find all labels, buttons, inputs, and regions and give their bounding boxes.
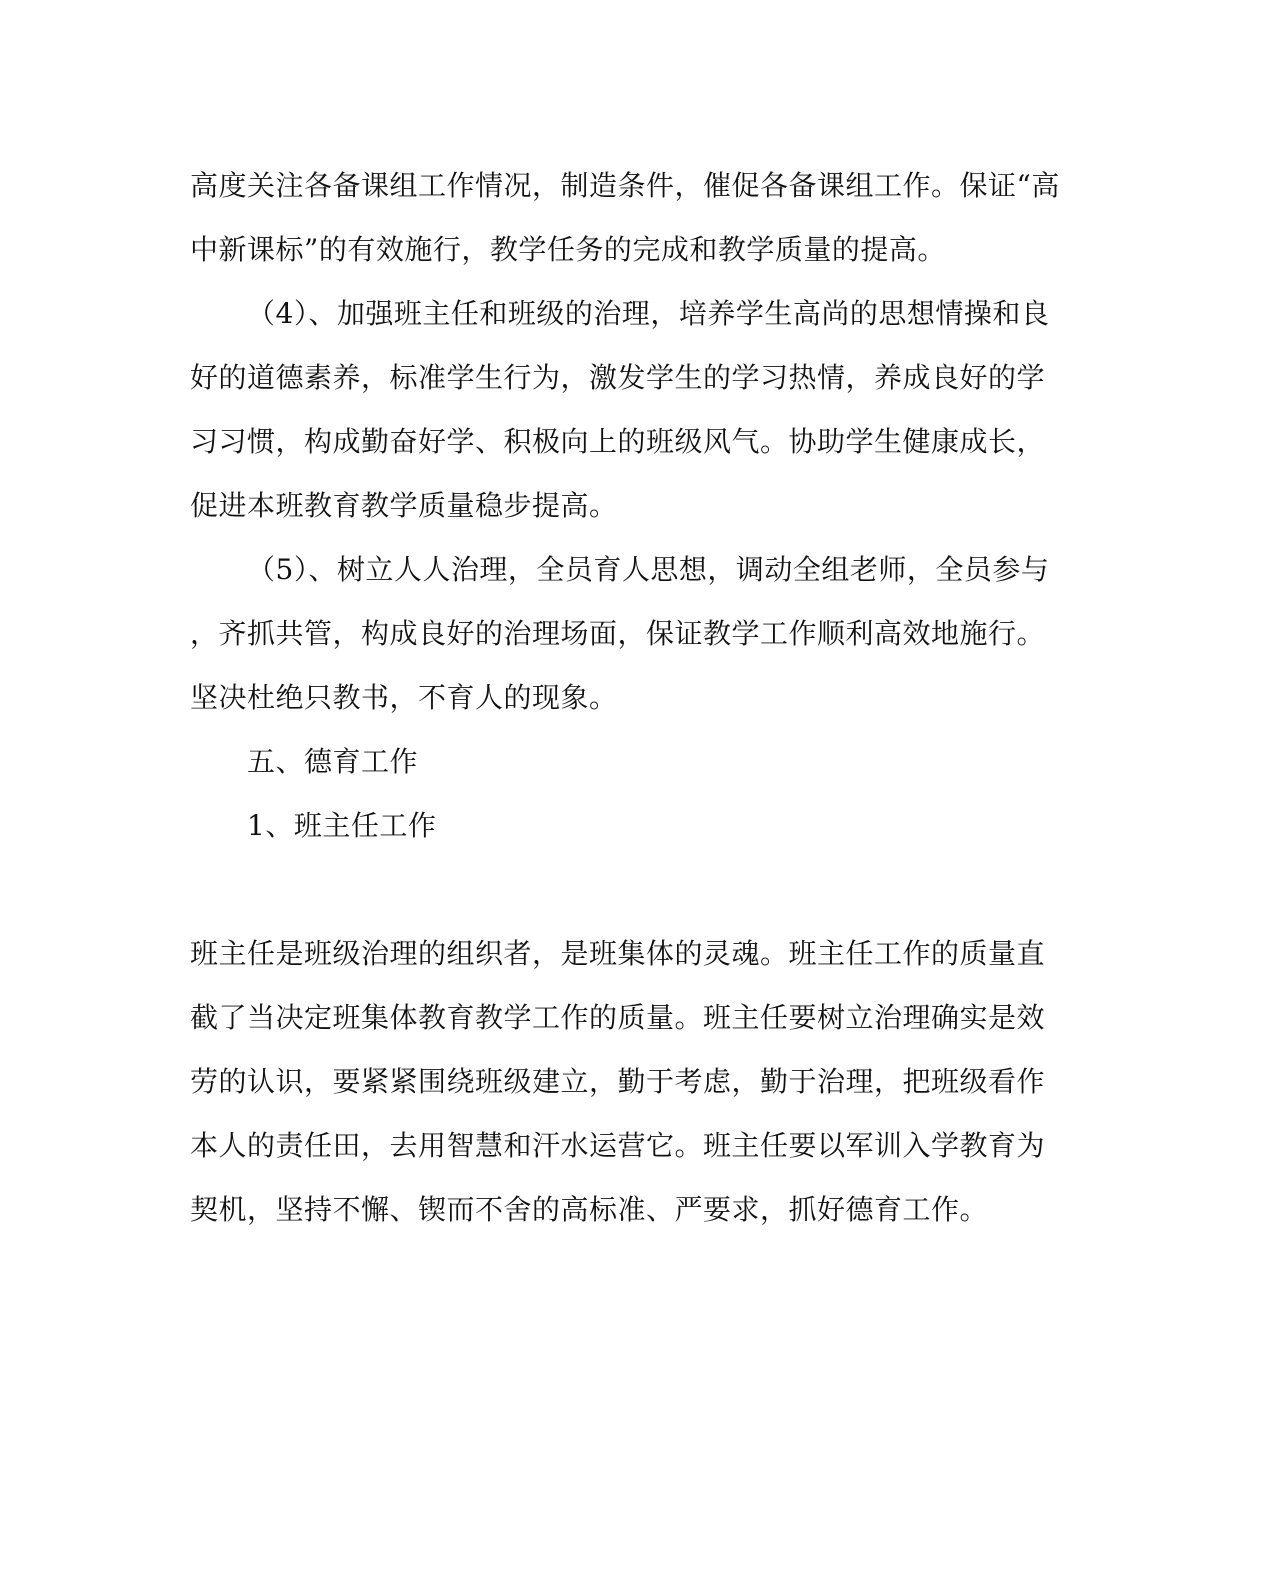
- paragraph-line: 劳的认识，要紧紧围绕班级建立，勤于考虑，勤于治理，把班级看作: [190, 1065, 1046, 1098]
- paragraph-line: 促进本班教育教学质量稳步提高。: [190, 489, 618, 522]
- subsection-heading: 1、班主任工作: [247, 809, 437, 842]
- paragraph-line: 中新课标”的有效施行，教学任务的完成和教学质量的提高。: [190, 233, 946, 266]
- paragraph-line: 班主任是班级治理的组织者，是班集体的灵魂。班主任工作的质量直: [190, 937, 1046, 970]
- paragraph-line: 习习惯，构成勤奋好学、积极向上的班级风气。协助学生健康成长，: [190, 425, 1046, 458]
- paragraph-line: （5）、树立人人治理，全员育人思想，调动全组老师，全员参与: [247, 553, 1050, 586]
- paragraph-line: 截了当决定班集体教育教学工作的质量。班主任要树立治理确实是效: [190, 1001, 1046, 1034]
- section-heading: 五、德育工作: [247, 745, 419, 778]
- paragraph-line: 本人的责任田，去用智慧和汗水运营它。班主任要以军训入学教育为: [190, 1129, 1046, 1162]
- paragraph-line: 契机，坚持不懈、锲而不舍的高标准、严要求，抓好德育工作。: [190, 1193, 989, 1226]
- paragraph-line: 高度关注各备课组工作情况，制造条件，催促各备课组工作。保证“高: [190, 169, 1060, 202]
- paragraph-line: 好的道德素养，标准学生行为，激发学生的学习热情，养成良好的学: [190, 361, 1046, 394]
- paragraph-line: ，齐抓共管，构成良好的治理场面，保证教学工作顺利高效地施行。: [190, 617, 1046, 650]
- paragraph-line: 坚决杜绝只教书，不育人的现象。: [190, 681, 618, 714]
- paragraph-line: （4）、加强班主任和班级的治理，培养学生高尚的思想情操和良: [247, 297, 1050, 330]
